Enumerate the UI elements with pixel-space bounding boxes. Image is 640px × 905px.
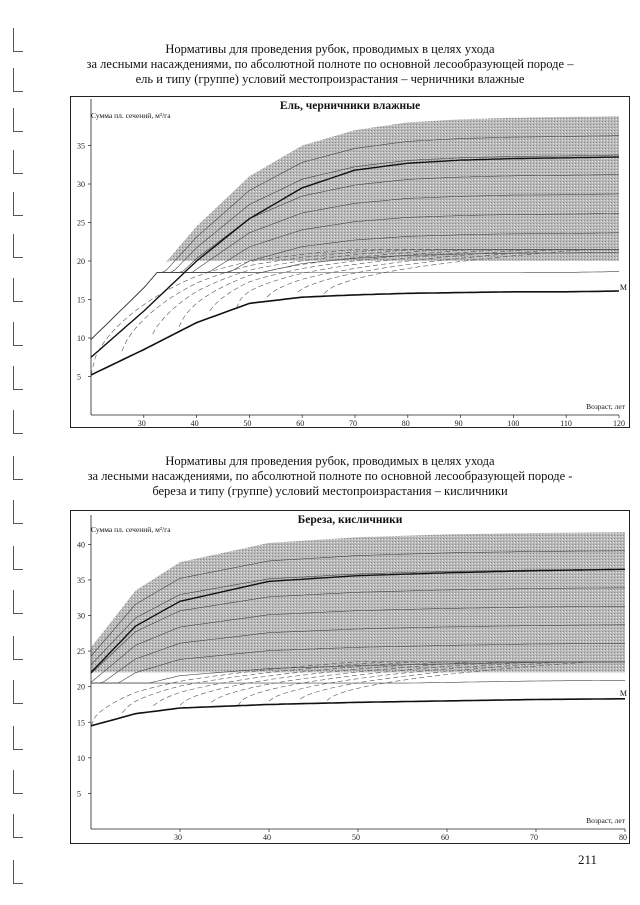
x-tick-label: 40: [190, 419, 199, 427]
x-tick-label: 80: [401, 419, 410, 427]
chart-spruce-plot: [71, 97, 629, 427]
x-tick-label: 30: [174, 833, 182, 842]
shaded-band: [91, 116, 619, 339]
y-tick-label: 30: [77, 180, 85, 189]
y-tick-label: 5: [77, 372, 81, 382]
x-tick-label: 60: [296, 419, 305, 427]
y-tick-label: 20: [77, 682, 85, 692]
x-tick-label: 40: [263, 833, 271, 842]
heading-line: береза и типу (группе) условий местопроизрастания – кисличники: [152, 484, 508, 498]
chart-title: Ель, черничники влажные: [279, 100, 421, 112]
x-tick-label: 50: [352, 833, 360, 842]
family-curve: [91, 272, 619, 340]
y-tick-label: 15: [77, 718, 85, 728]
x-tick-label: 60: [441, 833, 449, 842]
margin-mark: [13, 68, 25, 92]
margin-mark: [13, 636, 25, 660]
y-tick-label: 35: [77, 141, 85, 151]
dashed-curve: [122, 250, 619, 352]
x-tick-label: 100: [507, 419, 520, 427]
series-line-m: [91, 699, 625, 726]
y-tick-label: 25: [77, 647, 85, 657]
chart-birch: [70, 510, 630, 844]
x-tick-label: 90: [454, 419, 463, 427]
x-tick-label: 70: [349, 419, 357, 427]
heading-line: Нормативы для проведения рубок, проводимых в целях ухода: [165, 42, 495, 56]
margin-mark: [13, 192, 25, 216]
x-tick-label: 70: [530, 833, 538, 842]
curve-label-m: M: [619, 689, 627, 698]
y-tick-label: 35: [77, 575, 85, 585]
y-tick-label: 40: [77, 540, 85, 550]
margin-mark: [13, 150, 25, 174]
series-line-m: [91, 291, 619, 375]
margin-mark: [13, 770, 25, 794]
y-axis-label: Сумма пл. сечений, м²/га: [91, 525, 171, 534]
dashed-curve: [91, 250, 619, 376]
heading-line: за лесными насаждениями, по абсолютной полноте по основной лесообразующей породе –: [86, 57, 574, 71]
x-axis-label: Возраст, лет: [586, 816, 625, 825]
margin-mark: [13, 410, 25, 434]
y-tick-label: 20: [77, 257, 85, 266]
heading-birch: [60, 454, 600, 499]
margin-mark: [13, 814, 25, 838]
margin-mark: [13, 366, 25, 390]
y-tick-label: 25: [77, 218, 85, 228]
margin-mark: [13, 860, 25, 884]
heading-line: ель и типу (группе) условий местопроизрастания – черничники влажные: [135, 72, 525, 86]
margin-mark: [13, 278, 25, 302]
x-tick-label: 80: [619, 833, 627, 842]
y-tick-label: 15: [77, 295, 85, 305]
x-tick-label: 120: [613, 419, 625, 427]
margin-mark: [13, 680, 25, 704]
shaded-band: [91, 532, 625, 672]
chart-title: Береза, кисличники: [297, 514, 403, 526]
x-tick-label: 50: [243, 419, 252, 427]
margin-mark: [13, 726, 25, 750]
chart-spruce: [70, 96, 630, 428]
heading-spruce: [60, 42, 600, 87]
heading-line: Нормативы для проведения рубок, проводимых в целях ухода: [165, 454, 495, 468]
margin-mark: [13, 322, 25, 346]
dashed-curve: [179, 250, 619, 327]
page-number: 211: [578, 852, 598, 867]
margin-mark: [13, 108, 25, 132]
y-tick-label: 10: [77, 753, 85, 763]
x-tick-label: 30: [137, 419, 146, 427]
chart-birch-plot: [71, 511, 629, 843]
y-tick-label: 5: [77, 789, 81, 799]
margin-mark: [13, 500, 25, 524]
x-axis-label: Возраст, лет: [586, 402, 625, 411]
curve-label-m: M: [619, 283, 627, 292]
family-curve: [91, 252, 619, 339]
margin-mark: [13, 546, 25, 570]
margin-mark: [13, 28, 25, 52]
margin-mark: [13, 234, 25, 258]
x-tick-label: 110: [560, 419, 572, 427]
margin-mark: [13, 590, 25, 614]
heading-line: за лесными насаждениями, по абсолютной полноте по основной лесообразующей породе -: [87, 469, 573, 483]
y-tick-label: 10: [77, 334, 85, 343]
y-tick-label: 30: [77, 611, 85, 621]
y-axis-label: Сумма пл. сечений, м²/га: [91, 111, 171, 120]
margin-mark: [13, 456, 25, 480]
